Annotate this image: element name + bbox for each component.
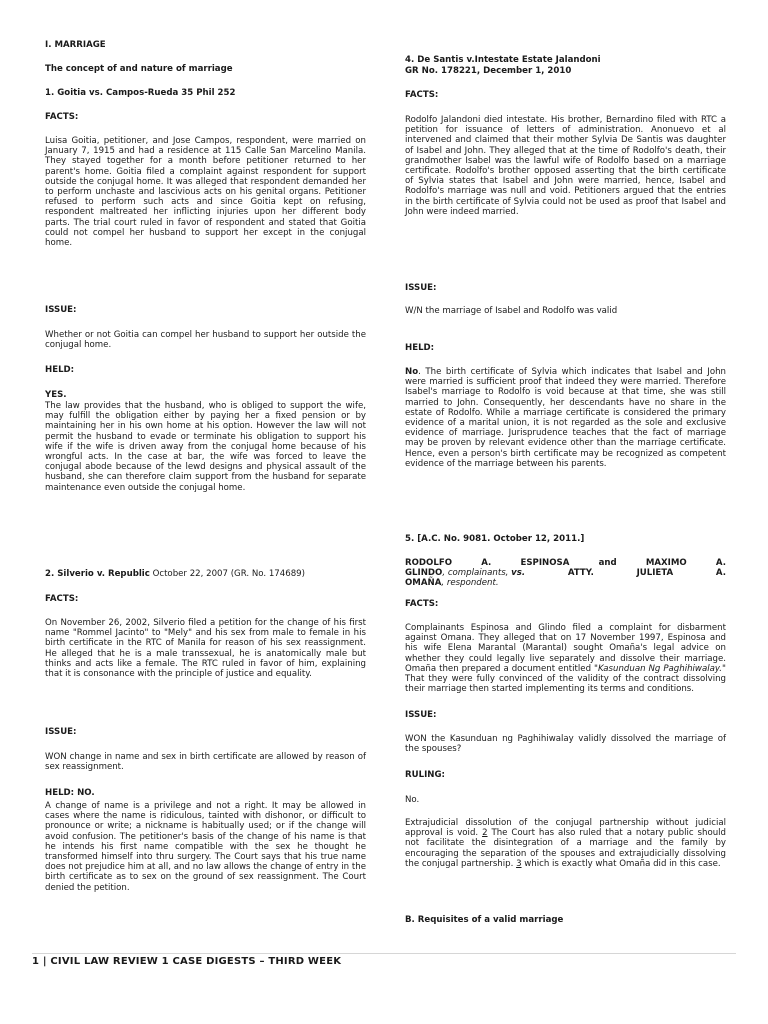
- party-word: A.: [481, 558, 492, 568]
- case4-grno: GR No. 178221, December 1, 2010: [405, 66, 572, 76]
- case5-ruling: [405, 818, 726, 869]
- footnote-ref[interactable]: 2: [482, 828, 488, 839]
- case2-facts-label: FACTS:: [45, 594, 79, 604]
- case2-title: [45, 569, 366, 579]
- party-name: GLINDO: [405, 568, 443, 579]
- footnote-ref[interactable]: 3: [516, 858, 522, 869]
- parties-line-1: [405, 558, 726, 568]
- case4-title: 4. De Santis v.Intestate Estate Jalandoni: [405, 55, 601, 65]
- case2-facts: On November 26, 2002, Silverio filed a petition for the change of his first name "Rommel Jacinto" to "Mely" and his sex from male to female in his birth certificate in the RTC of Manila for reason of his sex reassignment. He alleged that he is a male transsexual, he is anatomically male but thinks and acts like a female. The RTC ruled in favor of him, explaining that it is consonance with the principle of justice and equality.: [45, 618, 366, 680]
- party-word: A.: [715, 568, 726, 579]
- case4-issue: W/N the marriage of Isabel and Rodolfo was valid: [405, 306, 618, 316]
- case5-ruling-answer: No.: [405, 795, 420, 805]
- party-role: , respondent.: [441, 578, 499, 589]
- case4-facts-label: FACTS:: [405, 90, 439, 100]
- party-name: OMAÑA: [405, 578, 442, 589]
- case4-issue-label: ISSUE:: [405, 283, 437, 293]
- case1-held-label: HELD:: [45, 365, 75, 375]
- case4-held-text: . The birth certificate of Sylvia which indicates that Isabel and John were married is sufficient proof that indeed they were married. Therefore Isabel's marriage to Rodolfo is void because at that time, she was still married to John. Consequently, her descendants have no share in the estate of Rodolfo. While a marriage certificate is considered the primary evidence of a marital union, it is not regarded as the sole and exclusive evidence of marriage. Jurisprudence teaches that the fact of marriage may be proven by relevant evidence other than the marriage certificate. Hence, even a person's birth certificate may be recognized as competent evidence of the marriage between his parents.: [405, 367, 726, 469]
- case1-issue-label: ISSUE:: [45, 305, 77, 315]
- case2-held: A change of name is a privilege and not a right. It may be allowed in cases where the name is ridiculous, tainted with dishonor, or difficult to pronounce or write; a nickname is habitually used; or if the change will avoid confusion. The petitioner's basis of the change of his name is that he intends his first name compatible with the sex he thought he transformed himself into thru surgery. The Court says that his true name does not prejudice him at all, and no law allows the change of entry in the birth certificate as to sex on the ground of sex reassignment. The Court denied the petition.: [45, 801, 366, 893]
- case1-title: 1. Goitia vs. Campos-Rueda 35 Phil 252: [45, 88, 236, 98]
- document-title: "Kasunduan Ng Paghihiwalay.": [594, 663, 726, 674]
- case5-issue-label: ISSUE:: [405, 710, 437, 720]
- party-word: MAXIMO: [645, 558, 687, 568]
- case2-issue: WON change in name and sex in birth certificate are allowed by reason of sex reassignment.: [45, 752, 366, 773]
- facts-text: That they were fully convinced of the validity of the contract dissolving their marriage then started implementing its terms and conditions.: [405, 674, 726, 695]
- case4-facts: Rodolfo Jalandoni died intestate. His brother, Bernardino filed with RTC a petition for issuance of letters of administration. Anonuevo et al intervened and claimed that their mother Sylvia De Santis was daughter of Isabel and John. They alleged that at the time of Rodolfo's death, their grandmother Isabel was the lawful wife of Rodolfo based on a marriage certificate. Rodolfo's brother opposed asserting that the birth certificate of Sylvia states that Isabel and John were married, hence, Isabel and Rodolfo's marriage was null and void. Petitioners argued that the entries in the birth certificate of Sylvia could not be used as proof that Isabel and John were indeed married.: [405, 115, 726, 217]
- ruling-text: which is exactly what Omaña did in this case.: [521, 858, 721, 869]
- facts-text: Complainants Espinosa and Glindo filed a complaint for disbarment against Omana. They alleged that on 17 November 1997, Espinosa and his wife Elena Marantal (Marantal) sought Omaña's legal advice on whether they could legally live separately and dissolve their marriage. Omaña then prepared a document entitled: [405, 623, 726, 674]
- party-glindo: [405, 568, 525, 578]
- case1-held: The law provides that the husband, who is obliged to support the wife, may fulfill the obligation either by paying her a fixed pension or by maintaining her in his own home at his option. However the law will not permit the husband to evade or terminate his obligation to support his wife if the wife is driven away from the conjugal home because of his wrongful acts. In the case at bar, the wife was forced to leave the conjugal abode because of the lewd designs and physical assault of the husband, she can therefore claim support from the husband for separate maintenance even outside the conjugal home.: [45, 401, 366, 493]
- party-word: and: [598, 558, 617, 568]
- section-subheading: The concept of and nature of marriage: [45, 64, 233, 74]
- parties-line-3: [405, 578, 726, 588]
- case1-facts-label: FACTS:: [45, 112, 79, 122]
- party-word: A.: [715, 558, 726, 568]
- party-word: JULIETA: [636, 568, 674, 579]
- case5-ruling-label: RULING:: [405, 770, 445, 780]
- case4-held: [405, 367, 726, 469]
- case5-issue: WON the Kasunduan ng Paghihiwalay validly dissolved the marriage of the spouses?: [405, 734, 726, 755]
- case1-facts: Luisa Goitia, petitioner, and Jose Campos, respondent, were married on January 7, 1915 and had a residence at 115 Calle San Marcelino Manila. They stayed together for a month before petitioner returned to her parent's home. Goitia filed a complaint against respondent for support outside the conjugal home. It was alleged that respondent demanded her to perform unchaste and lascivious acts on his genital organs. Petitioner refused to perform such acts and since Goitia kept on refusing, respondent maltreated her inflicting injuries upon her different body parts. The trial court ruled in favor of respondent and stated that Goitia could not compel her husband to support her except in the conjugal home.: [45, 136, 366, 249]
- case5-parties: [405, 558, 726, 589]
- ruling-text: Extrajudicial dissolution of the conjugal partnership without judicial approval is void.: [405, 818, 726, 839]
- case2-title-date: October 22, 2007 (GR. No. 174689): [149, 569, 305, 579]
- case5-title: 5. [A.C. No. 9081. October 12, 2011.]: [405, 534, 585, 544]
- party-word: RODOLFO: [405, 558, 453, 568]
- case2-title-name: 2. Silverio v. Republic: [45, 569, 150, 579]
- case4-held-answer: No: [405, 367, 419, 377]
- party-role: , complainants,: [442, 568, 512, 579]
- case1-held-answer: YES.: [45, 390, 67, 400]
- section-b-heading: B. Requisites of a valid marriage: [405, 915, 564, 925]
- footer-divider: [32, 953, 736, 954]
- case4-held-label: HELD:: [405, 343, 435, 353]
- case1-issue: Whether or not Goitia can compel her husband to support her outside the conjugal home.: [45, 330, 366, 351]
- case5-facts-label: FACTS:: [405, 599, 439, 609]
- case5-facts: [405, 623, 726, 694]
- case2-issue-label: ISSUE:: [45, 727, 77, 737]
- parties-line-2: [405, 568, 726, 578]
- party-word: ATTY.: [567, 568, 594, 579]
- page-footer: 1 | CIVIL LAW REVIEW 1 CASE DIGESTS – THIRD WEEK: [32, 956, 342, 967]
- party-word: ESPINOSA: [520, 558, 570, 568]
- ruling-text: The Court has also ruled that a notary public should not facilitate the disintegration of a marriage and the family by encouraging the separation of the spouses and extrajudicially dissolving the conjugal partnership.: [405, 828, 726, 869]
- case2-held-label: HELD: NO.: [45, 788, 95, 798]
- section-heading: I. MARRIAGE: [45, 40, 106, 50]
- party-vs: vs.: [511, 568, 526, 579]
